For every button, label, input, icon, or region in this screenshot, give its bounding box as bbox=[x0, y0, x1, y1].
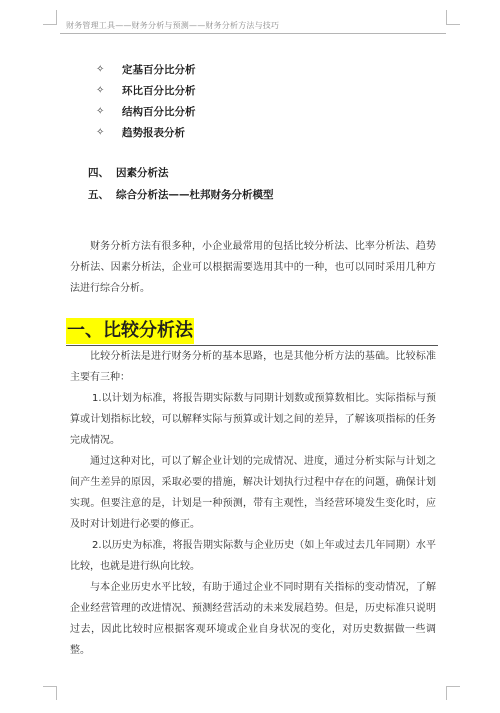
crop-mark-top-left-h bbox=[43, 24, 57, 25]
bullet-label: 趋势报表分析 bbox=[122, 127, 185, 139]
running-header: 财务管理工具——财务分析与预测——财务分析方法与技巧 bbox=[66, 21, 280, 30]
diamond-bullet-icon: ✧ bbox=[96, 85, 105, 96]
diamond-bullet-icon: ✧ bbox=[96, 127, 105, 138]
body-paragraph: 与本企业历史水平比较，有助于通过企业不同时期有关指标的变动情况，了解企业经营管理的改进情况、预测经营活动的未来发展趋势。但是，历史标准只说明过去，因此比较时应根据客观环境或企业自身状况的变化，对历史数据做一些调整。 bbox=[70, 582, 436, 656]
crop-mark-top-right-h bbox=[446, 24, 460, 25]
section-list bbox=[88, 161, 274, 205]
diamond-bullet-icon: ✧ bbox=[96, 106, 105, 117]
bullet-label: 结构百分比分析 bbox=[122, 106, 196, 118]
bullet-item bbox=[96, 122, 196, 143]
diamond-bullet-icon: ✧ bbox=[96, 64, 105, 75]
bullet-item bbox=[96, 59, 196, 80]
section-heading bbox=[66, 318, 194, 344]
section-item bbox=[88, 161, 274, 183]
body-paragraph: 比较分析法是进行财务分析的基本思路，也是其他分析方法的基础。比较标准主要有三种： bbox=[70, 351, 436, 383]
body-paragraph: 1.以计划为标准，将报告期实际数与同期计划数或预算数相比。实际指标与预算或计划指标比较，可以解释实际与预算或计划之间的差异，了解该项指标的任务完成情况。 bbox=[70, 393, 436, 446]
header-rule bbox=[60, 33, 446, 34]
section-label: 综合分析法——杜邦财务分析模型 bbox=[116, 188, 274, 201]
section-number: 四、 bbox=[88, 166, 109, 179]
crop-mark-top-left bbox=[56, 10, 57, 24]
crop-mark-top-right bbox=[446, 10, 447, 24]
intro-paragraph: 财务分析方法有很多种，小企业最常用的包括比较分析法、比率分析法、趋势分析法、因素分析法，企业可以根据需要选用其中的一种，也可以同时采用几种方法进行综合分析。 bbox=[70, 241, 436, 294]
body-paragraph: 2.以历史为标准，将报告期实际数与企业历史（如上年或过去几年同期）水平比较，也就是进行纵向比较。 bbox=[70, 540, 436, 572]
bullet-item bbox=[96, 101, 196, 122]
bullet-list bbox=[96, 59, 196, 143]
section-item bbox=[88, 183, 274, 205]
crop-mark-bottom-right bbox=[446, 686, 447, 700]
bullet-label: 定基百分比分析 bbox=[122, 64, 196, 76]
crop-mark-bottom-right-h bbox=[446, 686, 460, 687]
section-number: 五、 bbox=[88, 188, 109, 201]
crop-mark-bottom-left bbox=[56, 686, 57, 700]
body-paragraph: 通过这种对比，可以了解企业计划的完成情况、进度，通过分析实际与计划之间产生差异的原因，采取必要的措施，解决计划执行过程中存在的问题，确保计划实现。但要注意的是，计划是一种预测，带有主观性，当经营环境发生变化时，应及时对计划进行必要的修正。 bbox=[70, 456, 436, 530]
section-label: 因素分析法 bbox=[116, 166, 169, 179]
crop-mark-bottom-left-h bbox=[43, 686, 57, 687]
heading-text: 一、比较分析法 bbox=[66, 318, 194, 344]
bullet-label: 环比百分比分析 bbox=[122, 85, 196, 97]
bullet-item bbox=[96, 80, 196, 101]
